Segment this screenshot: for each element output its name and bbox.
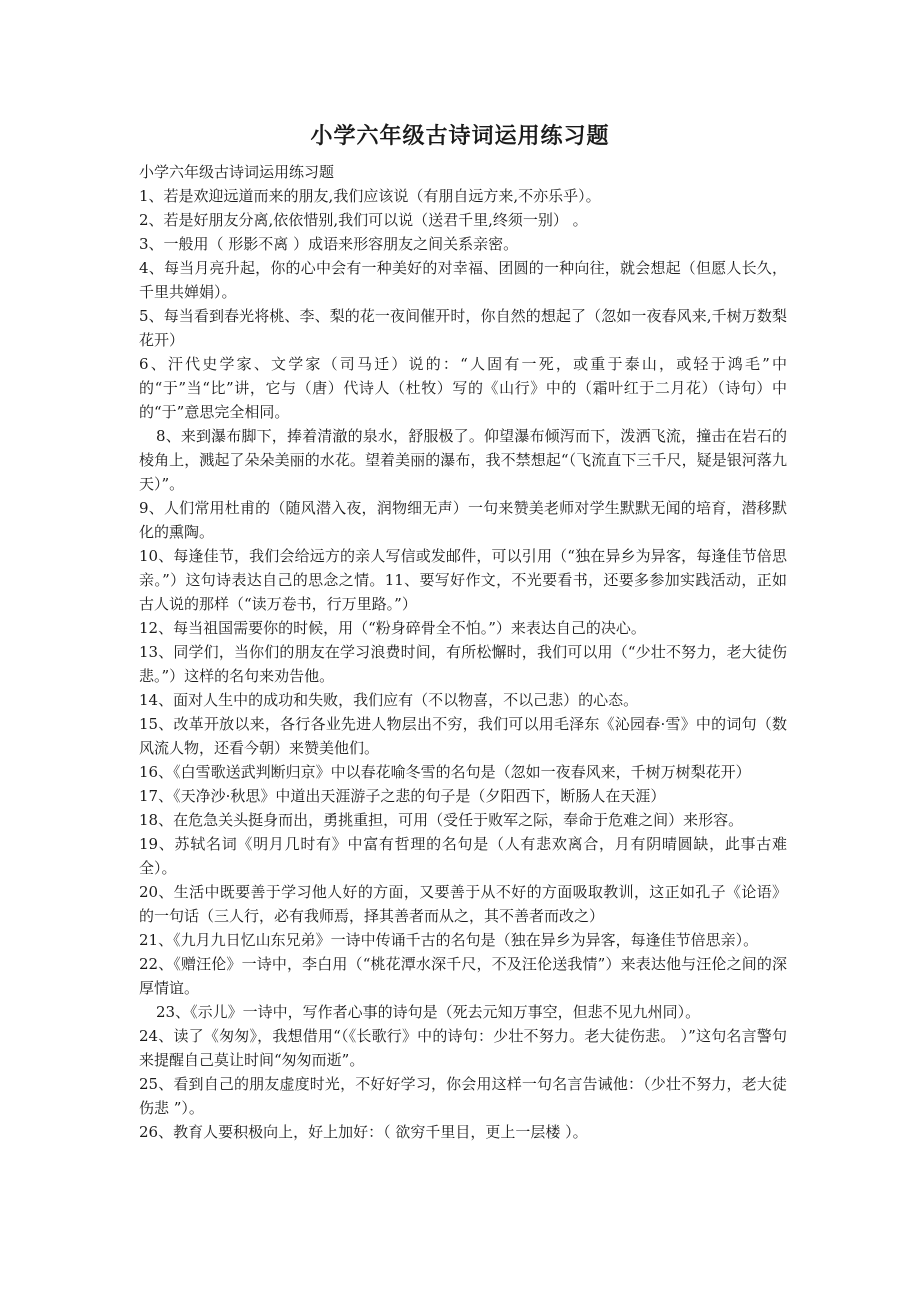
question-12: 12、每当祖国需要你的时候，用（“粉身碎骨全不怕。”）来表达自己的决心。	[139, 619, 646, 637]
question-2: 2、若是好朋友分离,依依惜别,我们可以说（送君千里,终须一别） 。	[139, 211, 588, 229]
question-20: 20、生活中既要善于学习他人好的方面，又要善于从不好的方面吸取教训，这正如孔子《论语》的一句话（三人行，必有我师焉，择其善者而从之，其不善者而改之）	[139, 883, 787, 925]
question-21: 21、《九月九日忆山东兄弟》一诗中传诵千古的名句是（独在异乡为异客，每逢佳节倍思亲）。	[139, 931, 759, 949]
question-25: 25、看到自己的朋友虚度时光，不好好学习，你会用这样一句名言告诫他：（少壮不努力，老大徒伤悲 ”）。	[139, 1075, 787, 1117]
question-3: 3、一般用（ 形影不离 ）成语来形容朋友之间关系亲密。	[139, 235, 519, 253]
question-22: 22、《赠汪伦》一诗中，李白用（“桃花潭水深千尺，不及汪伦送我情”）来表达他与汪伦之间的深厚情谊。	[139, 955, 787, 997]
question-15: 15、改革开放以来，各行各业先进人物层出不穷，我们可以用毛泽东《沁园春·雪》中的词句（数风流人物，还看今朝）来赞美他们。	[139, 715, 787, 757]
question-4: 4、每当月亮升起，你的心中会有一种美好的对幸福、团圆的一种向往，就会想起（但愿人长久，千里共婵娟）。	[139, 259, 787, 301]
question-18: 18、在危急关头挺身而出，勇挑重担，可用（受任于败军之际，奉命于危难之间）来形容。	[139, 811, 744, 829]
question-13: 13、同学们，当你们的朋友在学习浪费时间，有所松懈时，我们可以用（“少壮不努力，老大徒伤悲。”）这样的名句来劝告他。	[139, 643, 787, 685]
document-body	[139, 160, 787, 1144]
question-1: 1、若是欢迎远道而来的朋友,我们应该说（有朋自远方来,不亦乐乎）。	[139, 187, 601, 205]
question-24: 24、读了《匆匆》，我想借用“（《长歌行》中的诗句：少壮不努力。老大徒伤悲。 ）”这句名言警句来提醒自己莫让时间“匆匆而逝”。	[139, 1027, 787, 1069]
question-6: 6、汗代史学家、文学家（司马迁）说的：“人固有一死，或重于泰山，或轻于鸿毛”中的“于”当“比”讲，它与（唐）代诗人（杜牧）写的《山行》中的（霜叶红于二月花）（诗句）中的“于”意思完全相同。	[139, 355, 787, 421]
page-title: 小学六年级古诗词运用练习题	[310, 123, 610, 149]
question-19: 19、苏轼名词《明月几时有》中富有哲理的名句是（人有悲欢离合，月有阴晴圆缺，此事古难全）。	[139, 835, 787, 877]
question-23: 23、《示儿》一诗中，写作者心事的诗句是（死去元知万事空，但悲不见九州同）。	[156, 1003, 701, 1021]
question-16: 16、《白雪歌送武判断归京》中以春花喻冬雪的名句是（忽如一夜春风来，千树万树梨花开）	[139, 763, 751, 781]
question-9: 9、人们常用杜甫的（随风潜入夜，润物细无声）一句来赞美老师对学生默默无闻的培育，潜移默化的熏陶。	[139, 499, 787, 541]
question-8: 8、来到瀑布脚下，捧着清澈的泉水，舒服极了。仰望瀑布倾泻而下，泼洒飞流，撞击在岩石的棱角上，溅起了朵朵美丽的水花。望着美丽的瀑布，我不禁想起“（飞流直下三千尺，疑是银河落九天）”。	[139, 427, 787, 493]
question-17: 17、《天净沙·秋思》中道出天涯游子之悲的句子是（夕阳西下，断肠人在天涯）	[139, 787, 666, 805]
question-26: 26、教育人要积极向上，好上加好：（ 欲穷千里目，更上一层楼 ）。	[139, 1123, 588, 1141]
question-14: 14、面对人生中的成功和失败，我们应有（不以物喜，不以己悲）的心态。	[139, 691, 639, 709]
subtitle-line: 小学六年级古诗词运用练习题	[139, 163, 335, 181]
question-5: 5、每当看到春光将桃、李、梨的花一夜间催开时，你自然的想起了（忽如一夜春风来,千树万数梨花开）	[139, 307, 787, 349]
question-10-11: 10、每逢佳节，我们会给远方的亲人写信或发邮件，可以引用（“独在异乡为异客，每逢佳节倍思亲。”）这句诗表达自己的思念之情。11、要写好作文，不光要看书，还要多参加实践活动，正如古人说的那样（“读万卷书，行万里路。”）	[139, 547, 787, 613]
